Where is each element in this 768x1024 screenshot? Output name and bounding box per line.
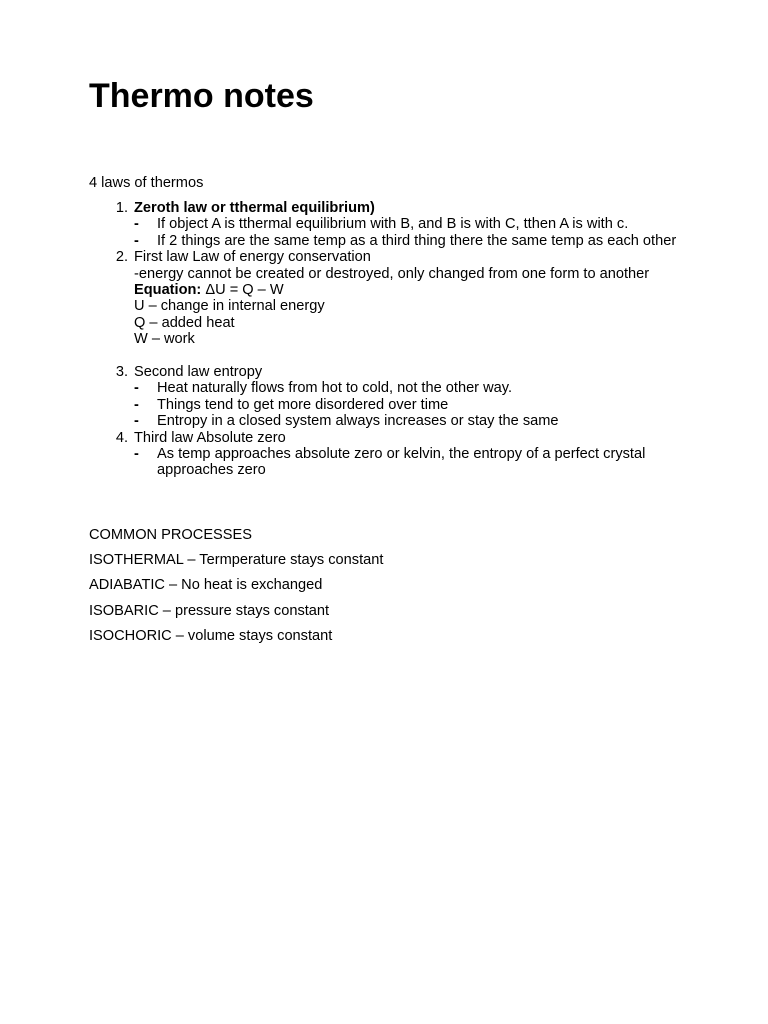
- definition-line: Q – added heat: [134, 314, 235, 331]
- bullet-item: - If 2 things are the same temp as a third thing there the same temp as each other: [134, 232, 677, 249]
- intro-text: 4 laws of thermos: [89, 175, 204, 191]
- page-title: Thermo notes: [89, 77, 314, 115]
- process-line: ADIABATIC – No heat is exchanged: [89, 577, 323, 594]
- law-heading: First law Law of energy conservation: [134, 249, 371, 266]
- list-item-law-4: [89, 430, 689, 479]
- bullet-marker: -: [134, 380, 139, 397]
- law-heading: Third law Absolute zero: [134, 429, 286, 446]
- process-line: ISOTHERMAL – Termperature stays constant: [89, 552, 384, 569]
- bullet-item: - Heat naturally flows from hot to cold, not the other way.: [134, 380, 513, 397]
- process-line: ISOCHORIC – volume stays constant: [89, 627, 333, 644]
- bullet-marker: -: [134, 413, 139, 430]
- equation-label: Equation:: [134, 282, 202, 299]
- list-item-law-1: [89, 200, 689, 249]
- bullet-marker: -: [134, 396, 139, 413]
- process-line: ISOBARIC – pressure stays constant: [89, 602, 330, 619]
- equation-line: [134, 282, 689, 298]
- list-item-law-3: [89, 364, 689, 430]
- law-line: -energy cannot be created or destroyed, only changed from one form to another: [134, 265, 650, 282]
- bullet-marker: -: [134, 446, 139, 463]
- law-heading: Zeroth law or tthermal equilibrium): [134, 200, 375, 216]
- bullet-marker: -: [134, 216, 139, 233]
- bullet-item: - Things tend to get more disordered over time: [134, 396, 449, 413]
- list-number: 1.: [115, 200, 128, 216]
- definition-line: U – change in internal energy: [134, 298, 325, 315]
- equation: ΔU = Q – W: [201, 282, 284, 299]
- list-number: 2.: [115, 249, 128, 266]
- list-item-law-2: [89, 249, 689, 364]
- laws-list: [89, 200, 689, 479]
- definition-line: W – work: [134, 331, 195, 348]
- bullet-item: - As temp approaches absolute zero or kelvin, the entropy of a perfect crystal approaches zero: [134, 446, 646, 479]
- common-processes: [89, 527, 383, 653]
- bullet-item: - Entropy in a closed system always increases or stay the same: [134, 413, 559, 430]
- list-number: 4.: [115, 429, 128, 446]
- bullet-marker: -: [134, 232, 139, 249]
- law-heading: Second law entropy: [134, 364, 263, 381]
- list-number: 3.: [115, 364, 128, 381]
- bullet-item: - If object A is tthermal equilibrium with B, and B is with C, tthen A is with c.: [134, 216, 629, 233]
- processes-heading: COMMON PROCESSES: [89, 527, 252, 543]
